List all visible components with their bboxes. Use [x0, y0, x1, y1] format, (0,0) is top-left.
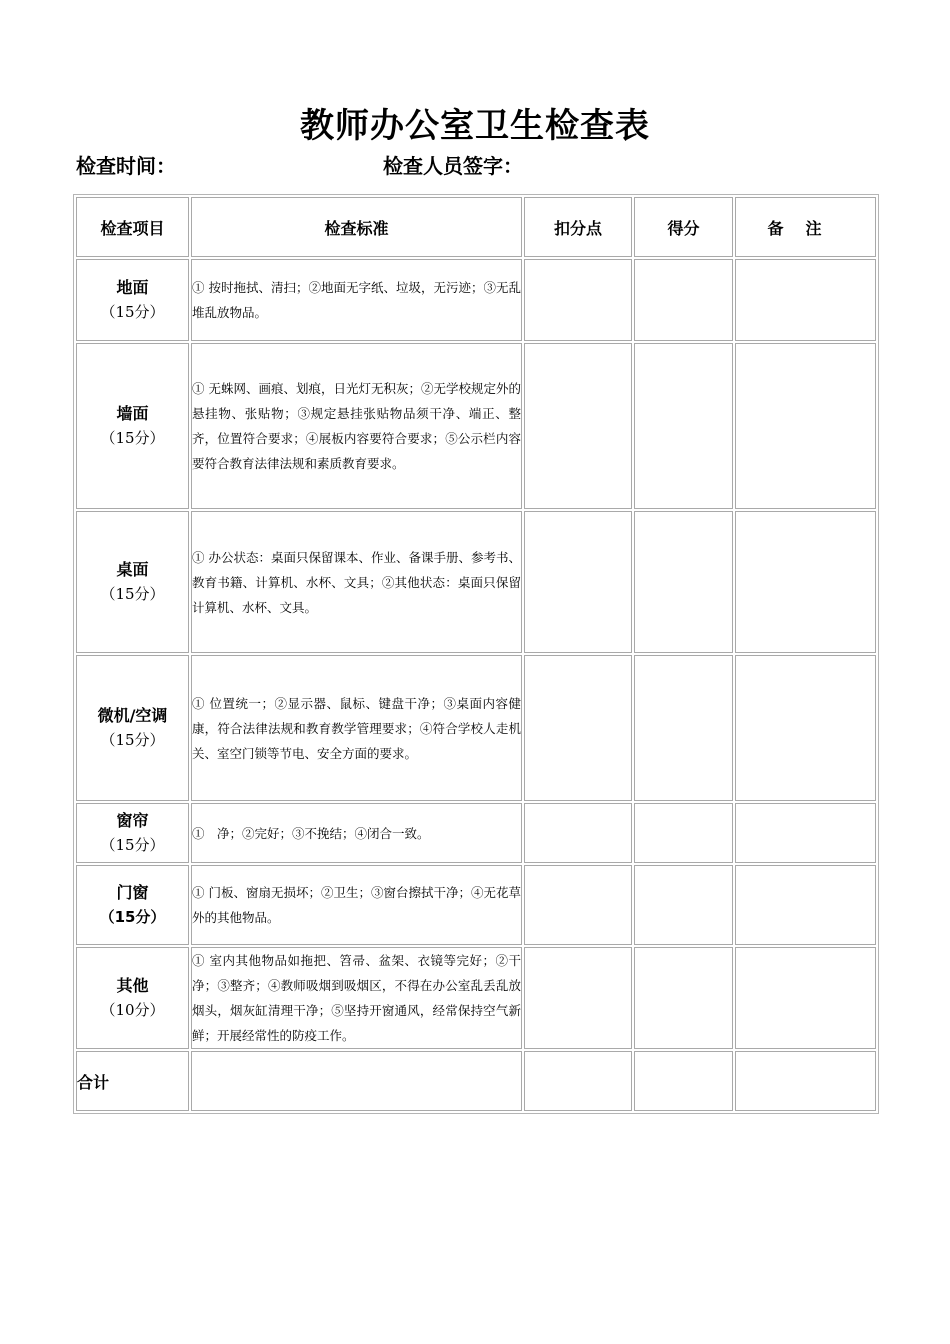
total-standard-cell[interactable]: [191, 1051, 522, 1111]
item-name: 其他: [116, 976, 149, 995]
score-cell[interactable]: [634, 947, 733, 1049]
header-score: 得分: [634, 197, 733, 257]
header-item: 检查项目: [76, 197, 189, 257]
deduction-cell[interactable]: [524, 947, 632, 1049]
header-deduction: 扣分点: [524, 197, 632, 257]
item-cell: [76, 655, 189, 801]
item-score: （15分）: [100, 303, 165, 321]
header-note: [735, 197, 876, 257]
total-score-cell[interactable]: [634, 1051, 733, 1111]
total-row: [76, 1051, 876, 1111]
item-cell: [76, 865, 189, 945]
item-cell: [76, 803, 189, 863]
table-row: [76, 947, 876, 1049]
standard-cell: ① 门板、窗扇无损坏；②卫生；③窗台擦拭干净；④无花草外的其他物品。: [191, 865, 522, 945]
item-score: （15分）: [100, 585, 165, 603]
item-score: （15分）: [100, 836, 165, 854]
deduction-cell[interactable]: [524, 655, 632, 801]
deduction-cell[interactable]: [524, 865, 632, 945]
item-cell: [76, 259, 189, 341]
total-note-cell[interactable]: [735, 1051, 876, 1111]
table-row: [76, 511, 876, 653]
note-cell[interactable]: [735, 803, 876, 863]
standard-cell: ① 净；②完好；③不挽结；④闭合一致。: [191, 803, 522, 863]
table-row: [76, 655, 876, 801]
table-header-row: [76, 197, 876, 257]
note-cell[interactable]: [735, 511, 876, 653]
deduction-cell[interactable]: [524, 343, 632, 509]
item-name: 地面: [116, 278, 149, 297]
standard-cell: ① 无蛛网、画痕、划痕，日光灯无积灰；②无学校规定外的悬挂物、张贴物；③规定悬挂张贴物品须干净、端正、整齐，位置符合要求；④展板内容要符合要求；⑤公示栏内容要符合教育法律法规和素质教育要求。: [191, 343, 522, 509]
note-cell[interactable]: [735, 865, 876, 945]
table-row: [76, 803, 876, 863]
score-cell[interactable]: [634, 343, 733, 509]
item-score: （10分）: [100, 1001, 165, 1019]
table-row: [76, 343, 876, 509]
table-row: [76, 865, 876, 945]
table-row: [76, 259, 876, 341]
total-deduction-cell[interactable]: [524, 1051, 632, 1111]
score-cell[interactable]: [634, 803, 733, 863]
total-label: 合计: [76, 1051, 189, 1111]
standard-cell: ① 办公状态：桌面只保留课本、作业、备课手册、参考书、教育书籍、计算机、水杯、文具；②其他状态：桌面只保留计算机、水杯、文具。: [191, 511, 522, 653]
inspector-signature-label: 检查人员签字：: [383, 154, 523, 178]
inspection-time-label: 检查时间：: [76, 154, 176, 178]
standard-cell: ① 位置统一；②显示器、鼠标、键盘干净；③桌面内容健康，符合法律法规和教育教学管理要求；④符合学校人走机关、室空门锁等节电、安全方面的要求。: [191, 655, 522, 801]
score-cell[interactable]: [634, 865, 733, 945]
note-cell[interactable]: [735, 259, 876, 341]
header-standard: 检查标准: [191, 197, 522, 257]
item-name: 桌面: [116, 560, 149, 579]
item-name: 窗帘: [116, 811, 149, 830]
item-cell: [76, 947, 189, 1049]
standard-cell: ① 室内其他物品如拖把、笤帚、盆架、衣镜等完好；②干净；③整齐；④教师吸烟到吸烟区，不得在办公室乱丢乱放烟头，烟灰缸清理干净；⑤坚持开窗通风，经常保持空气新鲜；开展经常性的防疫工作。: [191, 947, 522, 1049]
deduction-cell[interactable]: [524, 803, 632, 863]
item-score: （15分）: [99, 908, 166, 926]
header-note-text: 备注: [767, 218, 844, 238]
score-cell[interactable]: [634, 259, 733, 341]
item-name: 微机/空调: [97, 706, 168, 725]
item-cell: [76, 343, 189, 509]
item-name: 墙面: [116, 404, 149, 423]
item-name: 门窗: [116, 883, 149, 902]
item-score: （15分）: [100, 731, 165, 749]
item-score: （15分）: [100, 429, 165, 447]
deduction-cell[interactable]: [524, 259, 632, 341]
note-cell[interactable]: [735, 947, 876, 1049]
item-cell: [76, 511, 189, 653]
standard-cell: ① 按时拖拭、清扫；②地面无字纸、垃圾，无污迹；③无乱堆乱放物品。: [191, 259, 522, 341]
inspection-table: [73, 194, 879, 1114]
note-cell[interactable]: [735, 655, 876, 801]
note-cell[interactable]: [735, 343, 876, 509]
score-cell[interactable]: [634, 655, 733, 801]
deduction-cell[interactable]: [524, 511, 632, 653]
page-title: 教师办公室卫生检查表: [300, 106, 650, 146]
score-cell[interactable]: [634, 511, 733, 653]
